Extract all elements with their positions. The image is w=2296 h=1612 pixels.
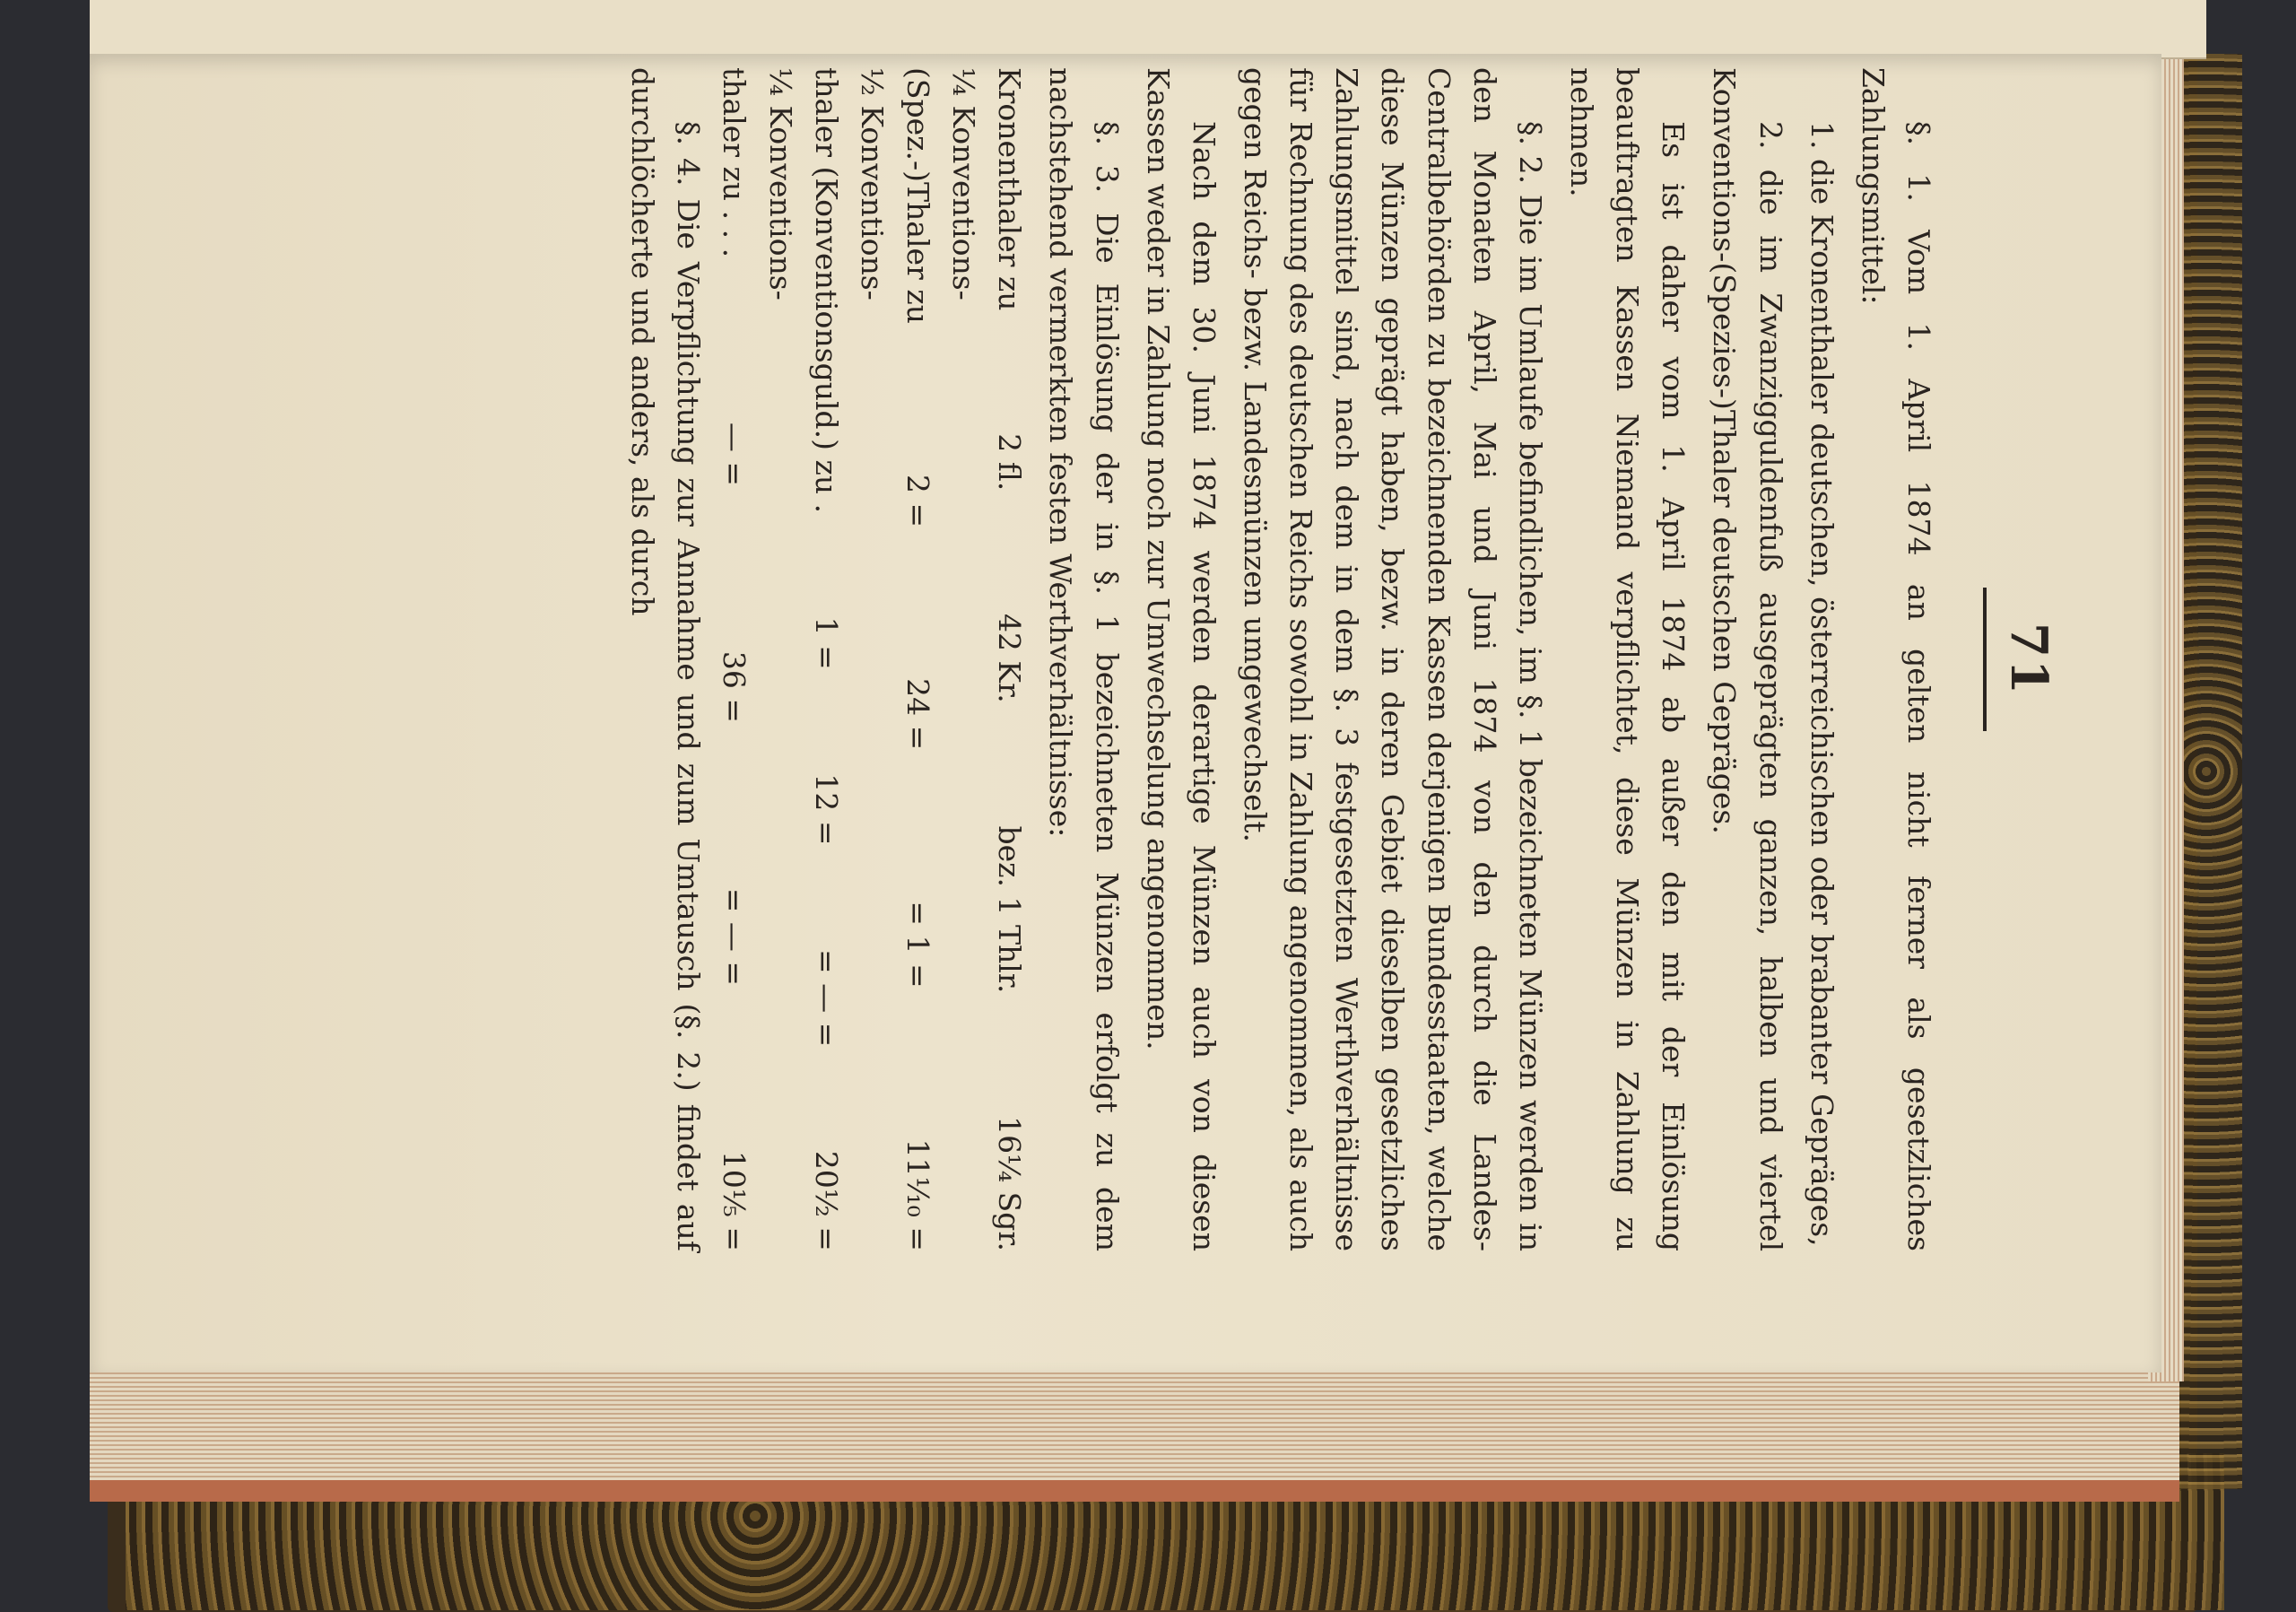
rate-row [895,67,941,1251]
rate-fl: — = [717,422,752,487]
rate-thlr: = — = [717,887,752,987]
rate-thlr: bez. 1 Thlr. [992,825,1028,994]
rate-kr: 12 = [808,773,844,846]
rate-label: ½ Konventions- [854,67,890,301]
rate-label: (Spez.-)Thaler zu [900,67,936,324]
paragraph: §. 4. Die Verpflichtung zur Annahme und zum Umtausch (§. 2.) findet auf durchlöcherte und anders, als durch [625,67,707,1251]
paragraph: §. 2. Die im Umlaufe befindlichen, im §. 1 bezeichneten Münzen werden in den Monaten April, Mai und Juni 1874 von den durch die Landes-Centralbehörden zu bezeichnenden Kassen derjenigen Bundesstaaten, welche diese Münzen geprägt haben, bezw. in deren Gebiet dieselben gesetzliches Zahlungsmittel sind, nach dem in dem §. 3 festgesetzten Werthverhältnisse für Rechnung des deutschen Reichs sowohl in Zahlung angenommen, als auch gegen Reichs- bezw. Landesmünzen umgewechselt. [1238,67,1548,1251]
rate-row [711,67,757,1251]
rate-table [711,67,1032,1251]
rate-label: Kronenthaler zu [992,67,1028,311]
page-text-block [139,31,2112,1287]
rate-kr: 36 = [717,650,752,723]
rate-fl: 2 = [900,475,936,528]
rate-fl: 2 fl. [992,433,1028,492]
rate-row [987,67,1032,1251]
page-body [614,67,1942,1251]
rate-row [757,67,803,1251]
rate-sgr: 10⅕ = [717,1150,752,1251]
header-rule [1983,588,1987,731]
rate-label: ¼ Konventions- [946,67,982,301]
rate-row [941,67,987,1251]
paragraph: Nach dem 30. Juni 1874 werden derartige Münzen auch von diesen Kassen weder in Zahlung noch zur Umwechselung angenommen. [1140,67,1222,1251]
rate-row [849,67,895,1251]
rate-sgr: 11¹⁄₁₀ = [900,1138,936,1251]
rate-row [804,67,849,1251]
rate-thlr: = 1 = [900,901,936,989]
paragraph: 1. die Kronenthaler deutschen, österreichischen oder brabanter Gepräges, [1804,121,1839,1247]
paragraph: §. 1. Vom 1. April 1874 an gelten nicht ferner als gesetzliches Zahlungsmittel: [1855,67,1936,1251]
rate-label: thaler zu . . . [717,67,752,258]
rate-thlr: = — = [808,949,844,1048]
rate-fl: 1 = [808,616,844,670]
rate-kr: 24 = [900,678,936,751]
paragraph: Es ist daher vom 1. April 1874 ab außer den mit der Einlösung beauftragten Kassen Niemand verpflichtet, diese Münzen in Zahlung zu nehmen. [1564,67,1692,1251]
rate-label: thaler (Konventionsguld.) zu . [808,67,844,514]
rate-sgr: 16¼ Sgr. [992,1116,1028,1251]
rate-sgr: 20½ = [808,1150,844,1251]
page-edges-bottom [90,1364,2179,1502]
paragraph: §. 3. Die Einlösung der in §. 1 bezeichneten Münzen erfolgt zu dem nachstehend vermerkten festen Werthverhältnisse: [1043,67,1125,1251]
paragraph: 2. die im Zwanzigguldenfuß ausgeprägten ganzen, halben und viertel Konventions-(Spezies-)Thaler deutschen Gepräges. [1707,67,1788,1251]
page-number: 71 [1999,623,2058,696]
rate-kr: 42 Kr. [992,613,1028,703]
rate-label: ¼ Konventions- [762,67,798,301]
